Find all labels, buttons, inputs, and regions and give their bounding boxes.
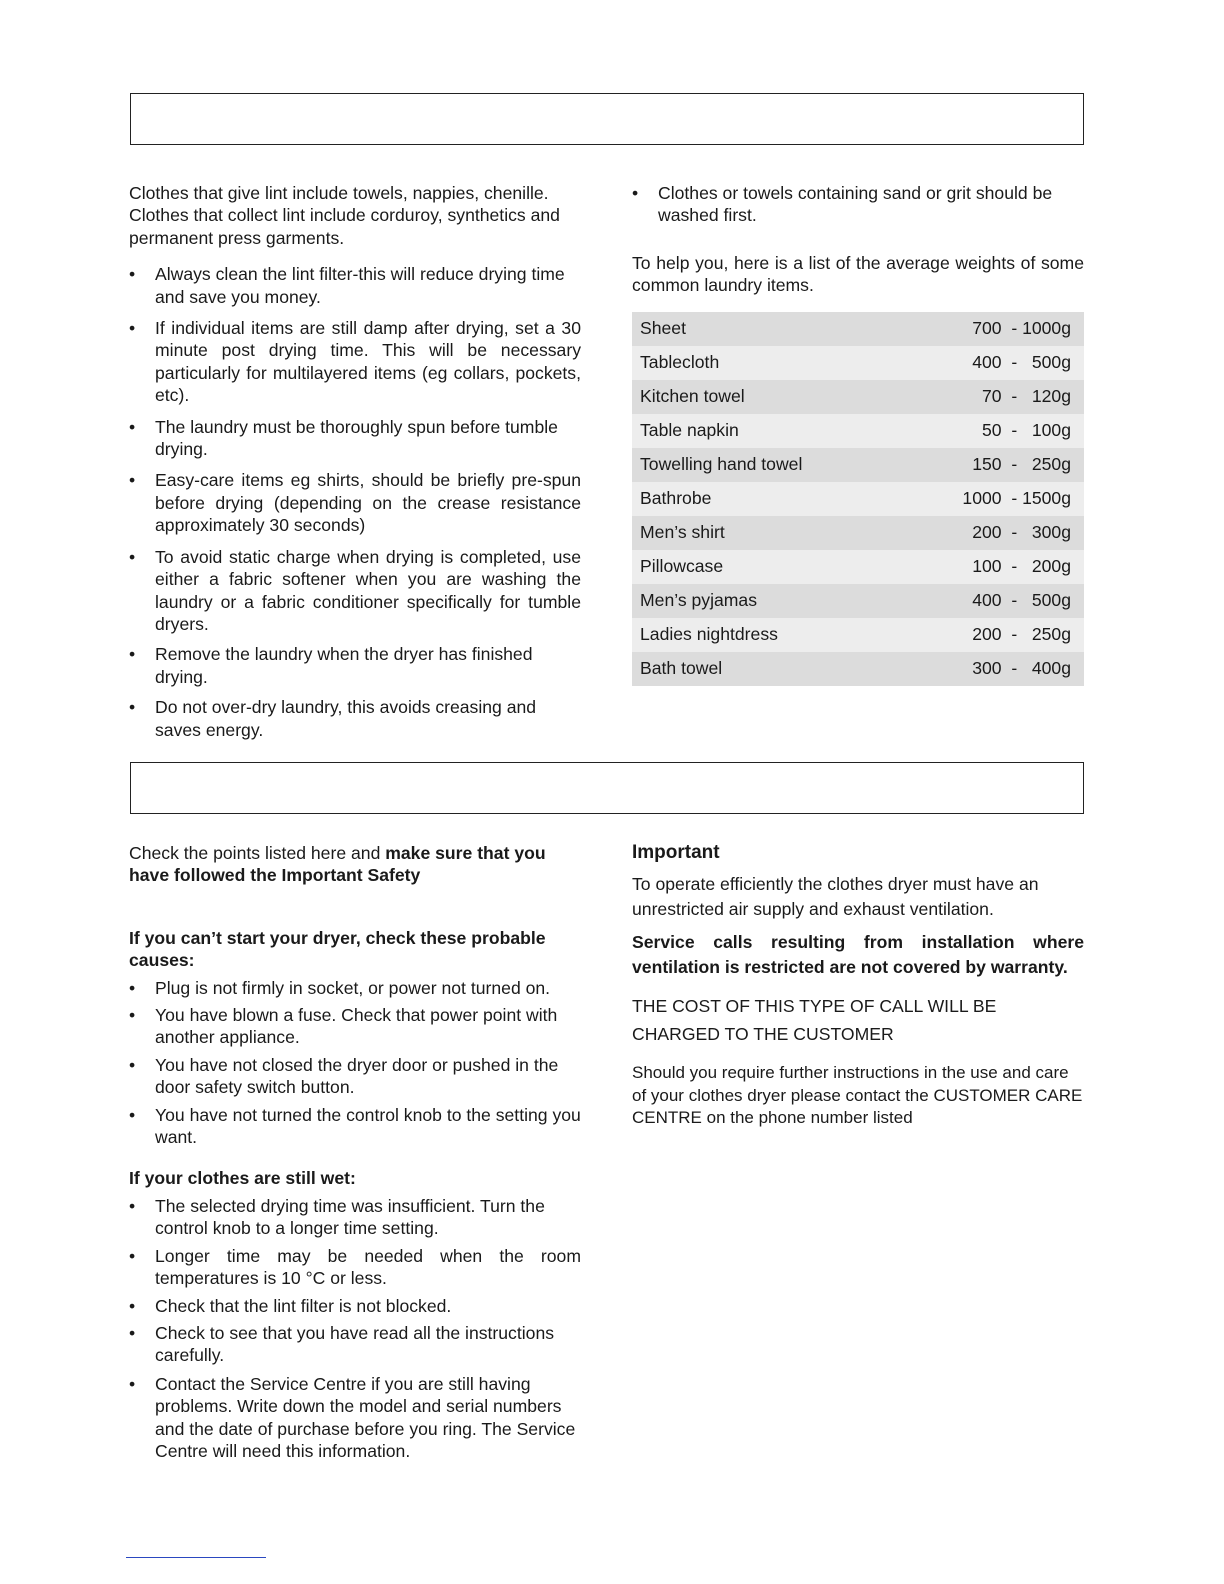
weight-cell: 200 - 250g	[894, 618, 1084, 652]
item-cell: Bathrobe	[632, 482, 894, 516]
table-row	[632, 584, 1084, 618]
weight-cell: 70 - 120g	[894, 380, 1084, 414]
still-wet-heading: If your clothes are still wet:	[129, 1168, 356, 1189]
list-item: • To avoid static charge when drying is completed, use either a fabric softener when you are washing the laundry or a fabric conditioner specifically for tumble dryers.	[129, 546, 581, 636]
drying-tips-list	[129, 263, 581, 741]
weights-column	[632, 182, 1084, 686]
laundry-weights-table	[632, 312, 1084, 686]
troubleshooting-intro	[129, 842, 581, 887]
weight-cell: 150 - 250g	[894, 448, 1084, 482]
important-heading: Important	[632, 842, 720, 863]
weight-cell: 100 - 200g	[894, 550, 1084, 584]
list-item: • Clothes or towels containing sand or grit should be washed first.	[632, 182, 1084, 227]
table-row	[632, 516, 1084, 550]
important-column	[632, 842, 1084, 1130]
item-cell: Bath towel	[632, 652, 894, 686]
weights-intro: To help you, here is a list of the average weights of some common laundry items.	[632, 252, 1084, 296]
list-item: • Check to see that you have read all the instructions carefully.	[129, 1322, 581, 1367]
item-cell: Men’s shirt	[632, 516, 894, 550]
cant-start-heading: If you can’t start your dryer, check these probable causes:	[129, 927, 546, 971]
list-item: • Contact the Service Centre if you are still having problems. Write down the model and serial numbers and the date of purchase before you ring. The Service Centre will need this information.	[129, 1373, 581, 1463]
weight-cell: 200 - 300g	[894, 516, 1084, 550]
table-row	[632, 448, 1084, 482]
list-item: • The laundry must be thoroughly spun before tumble drying.	[129, 416, 581, 461]
weight-cell: 300 - 400g	[894, 652, 1084, 686]
intro-plain: Check the points listed here and	[129, 843, 386, 863]
footer-rule	[126, 1557, 266, 1558]
section-header-box-drying-tips	[130, 93, 1084, 145]
list-item: • Easy-care items eg shirts, should be briefly pre-spun before drying (depending on the crease resistance approximately 30 seconds)	[129, 469, 581, 536]
list-item: • You have not closed the dryer door or pushed in the door safety switch button.	[129, 1054, 581, 1099]
list-item: • Do not over-dry laundry, this avoids creasing and saves energy.	[129, 696, 581, 741]
weight-cell: 50 - 100g	[894, 414, 1084, 448]
list-item: • Longer time may be needed when the room temperatures is 10 °C or less.	[129, 1245, 581, 1290]
item-cell: Kitchen towel	[632, 380, 894, 414]
still-wet-list	[129, 1195, 581, 1462]
table-row	[632, 652, 1084, 686]
table-row	[632, 550, 1084, 584]
list-item: • Always clean the lint filter-this will reduce drying time and save you money.	[129, 263, 581, 308]
table-row	[632, 414, 1084, 448]
weight-cell: 400 - 500g	[894, 346, 1084, 380]
list-item: • You have not turned the control knob to the setting you want.	[129, 1104, 581, 1149]
item-cell: Tablecloth	[632, 346, 894, 380]
list-item: • Plug is not firmly in socket, or power not turned on.	[129, 977, 581, 999]
list-item: • Remove the laundry when the dryer has finished drying.	[129, 643, 581, 688]
cant-start-list	[129, 977, 581, 1149]
intro-bold: make sure that you have followed the Important Safety	[129, 843, 546, 886]
item-cell: Towelling hand towel	[632, 448, 894, 482]
table-row	[632, 380, 1084, 414]
ventilation-note: To operate efficiently the clothes dryer must have an unrestricted air supply and exhaust ventilation.	[632, 874, 1039, 920]
item-cell: Men’s pyjamas	[632, 584, 894, 618]
item-cell: Sheet	[632, 312, 894, 346]
table-row	[632, 618, 1084, 652]
weight-cell: 700 - 1000g	[894, 312, 1084, 346]
warranty-note: Service calls resulting from installation where ventilation is restricted are not covered by warranty.	[632, 932, 1084, 978]
table-row	[632, 346, 1084, 380]
sand-grit-list	[632, 182, 1084, 227]
lint-intro: Clothes that give lint include towels, nappies, chenille. Clothes that collect lint include corduroy, synthetics and permanent press garments.	[129, 183, 560, 248]
list-item: • You have blown a fuse. Check that power point with another appliance.	[129, 1004, 581, 1049]
item-cell: Table napkin	[632, 414, 894, 448]
table-row	[632, 312, 1084, 346]
item-cell: Ladies nightdress	[632, 618, 894, 652]
troubleshooting-column	[129, 842, 581, 1462]
list-item: • Check that the lint filter is not blocked.	[129, 1295, 581, 1317]
weight-cell: 400 - 500g	[894, 584, 1084, 618]
customer-care-note: Should you require further instructions in the use and care of your clothes dryer please contact the CUSTOMER CARE CENTRE on the phone number listed	[632, 1063, 1083, 1128]
drying-tips-column	[129, 182, 581, 741]
item-cell: Pillowcase	[632, 550, 894, 584]
charge-notice: THE COST OF THIS TYPE OF CALL WILL BE CHARGED TO THE CUSTOMER	[632, 996, 997, 1045]
list-item: • The selected drying time was insufficient. Turn the control knob to a longer time setting.	[129, 1195, 581, 1240]
weight-cell: 1000 - 1500g	[894, 482, 1084, 516]
table-row	[632, 482, 1084, 516]
list-item: • If individual items are still damp after drying, set a 30 minute post drying time. This will be necessary particularly for multilayered items (eg collars, pockets, etc).	[129, 317, 581, 407]
section-header-box-troubleshooting	[130, 762, 1084, 814]
